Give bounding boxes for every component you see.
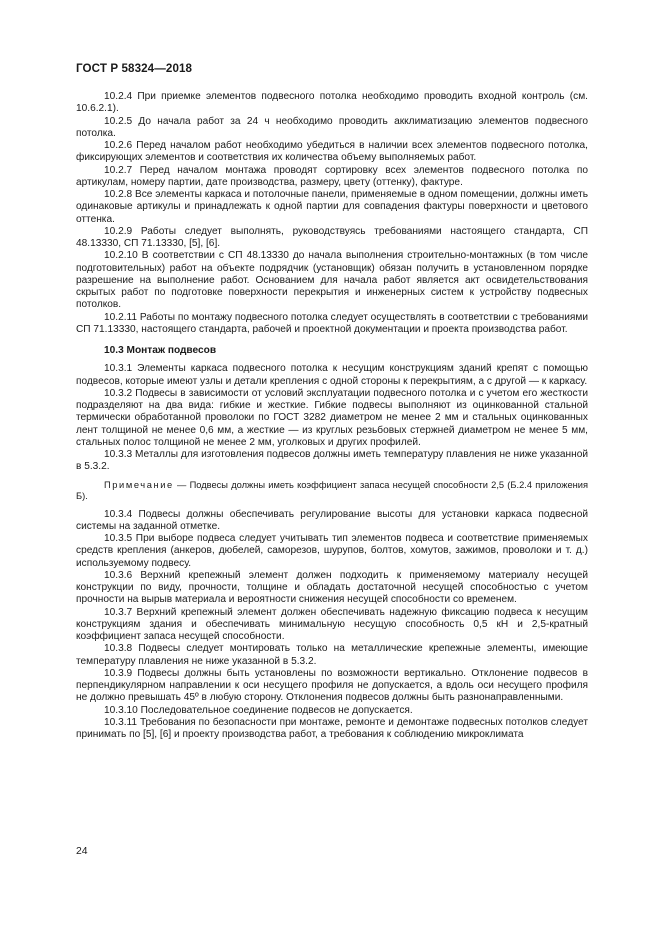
paragraph: 10.3.3 Металлы для изготовления подвесов должны иметь температуру плавления не ниже указанной в 5.3.2. bbox=[76, 449, 588, 473]
paragraph: 10.3.5 При выборе подвеса следует учитывать тип элементов подвеса и соответствие применяемых средств крепления (анкеров, дюбелей, саморезов, шурупов, болтов, хомутов, зажимов, проволоки и т. д.) используемому подвесу. bbox=[76, 533, 588, 569]
paragraph: 10.2.10 В соответствии с СП 48.13330 до начала выполнения строительно-монтажных (в том числе подготовительных) работ на объекте подрядчик (установщик) обязан получить в установленном порядке разрешение на выполнение работ. Основанием для начала работ является акт освидетельствования скрытых работ по подготовке поверхности перекрытия и инженерных систем к устройству подвесных потолков. bbox=[76, 250, 588, 311]
document-header: ГОСТ Р 58324—2018 bbox=[76, 62, 193, 75]
paragraph: 10.3.10 Последовательное соединение подвесов не допускается. bbox=[104, 704, 413, 716]
note bbox=[76, 480, 588, 503]
paragraph: 10.2.7 Перед началом монтажа проводят сортировку всех элементов подвесного потолка по артикулам, номеру партии, дате производства, размеру, цвету (оттенку), фактуре. bbox=[76, 164, 588, 188]
paragraph: 10.3.1 Элементы каркаса подвесного потолка к несущим конструкциям зданий крепят с помощью подвесов, которые имеют узлы и детали крепления с одной стороны к перекрытиям, а с другой — к каркасу. bbox=[76, 363, 588, 387]
paragraph: 10.3.9 Подвесы должны быть установлены по возможности вертикально. Отклонение подвесов в перпендикулярном направлении к оси несущего профиля не допускается, а вдоль оси несущего профиля не должно превышать 45º в любую сторону. Отклонения подвесов должны быть разнонаправленными. bbox=[76, 667, 588, 704]
paragraph: 10.3.11 Требования по безопасности при монтаже, ремонте и демонтаже подвесных потолков следует принимать по [5], [6] и проекту производства работ, а требования к соблюдению микроклимата bbox=[76, 716, 588, 741]
paragraph: 10.2.9 Работы следует выполнять, руководствуясь требованиями настоящего стандарта, СП 48.13330, СП 71.13330, [5], [6]. bbox=[76, 225, 588, 249]
paragraph: 10.3.8 Подвесы следует монтировать только на металлические крепежные элементы, имеющие температуру плавления не ниже указанной в 5.3.2. bbox=[76, 643, 588, 667]
paragraph: 10.3.7 Верхний крепежный элемент должен обеспечивать надежную фиксацию подвеса к несущим конструкциям здания и обеспечивать минимальную несущую способность 0,5 кН и 2,5-кратный коэффициент запаса несущей способности. bbox=[76, 606, 588, 643]
page-number: 24 bbox=[76, 846, 88, 857]
note-label: Примечание bbox=[104, 479, 174, 490]
paragraph: 10.2.6 Перед началом работ необходимо убедиться в наличии всех элементов подвесного потолка, фиксирующих элементов и соответствия их количества объему выполняемых работ. bbox=[76, 140, 588, 164]
paragraph: 10.2.11 Работы по монтажу подвесного потолка следует осуществлять в соответствии с требованиями СП 71.13330, настоящего стандарта, рабочей и проектной документации и проекта производства работ. bbox=[76, 311, 588, 335]
document-body bbox=[76, 91, 588, 741]
paragraph: 10.2.4 При приемке элементов подвесного потолка необходимо проводить входной контроль (см. 10.6.2.1). bbox=[76, 91, 588, 115]
paragraph: 10.2.5 До начала работ за 24 ч необходимо проводить акклиматизацию элементов подвесного потолка. bbox=[76, 115, 588, 139]
section-heading: 10.3 Монтаж подвесов bbox=[104, 345, 217, 356]
paragraph: 10.3.4 Подвесы должны обеспечивать регулирование высоты для установки каркаса подвесной системы на заданной отметке. bbox=[76, 508, 588, 532]
paragraph: 10.3.6 Верхний крепежный элемент должен подходить к применяемому материалу несущей конструкции по виду, прочности, толщине и обладать достаточной несущей способностью с учетом прочности на вырыв материала и вероятности снижения несущей способности со временем. bbox=[76, 569, 588, 606]
paragraph: 10.3.2 Подвесы в зависимости от условий эксплуатации подвесного потолка и с учетом его жесткости подразделяют на два вида: гибкие и жесткие. Гибкие подвесы выполняют из оцинкованной стальной термически обработанной проволоки по ГОСТ 3282 диаметром не менее 2 мм и стальных оцинкованных лент толщиной не менее 0,6 мм, а жесткие — из круглых резьбовых стержней диаметром не менее 5 мм, стальных полос толщиной не менее 2 мм, уголковых и других профилей. bbox=[76, 387, 588, 448]
note-text: — Подвесы должны иметь коэффициент запаса несущей способности 2,5 (Б.2.4 приложения Б). bbox=[76, 479, 588, 502]
paragraph: 10.2.8 Все элементы каркаса и потолочные панели, применяемые в одном помещении, должны иметь одинаковые артикулы и принадлежать к одной партии для совпадения фактуры поверхности и цветового оттенка. bbox=[76, 189, 588, 225]
